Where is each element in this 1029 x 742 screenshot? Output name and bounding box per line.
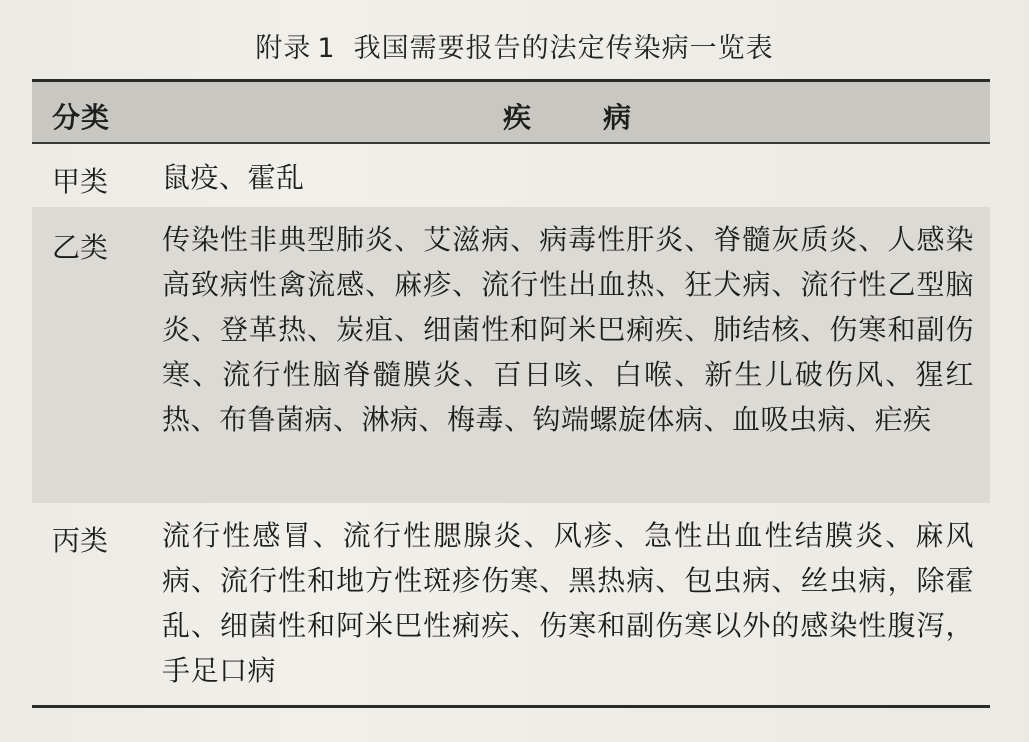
table-header-rule: [32, 142, 990, 144]
row-diseases-class-b: 传染性非典型肺炎、艾滋病、病毒性肝炎、脊髓灰质炎、人感染高致病性禽流感、麻疹、流行性出血热、狂犬病、流行性乙型脑炎、登革热、炭疽、细菌性和阿米巴痢疾、肺结核、伤寒和副伤寒、流行性脑脊髓膜炎、百日咳、白喉、新生儿破伤风、猩红热、布鲁菌病、淋病、梅毒、钩端螺旋体病、血吸虫病、疟疾: [162, 223, 974, 436]
appendix-label: 附录: [255, 33, 312, 64]
appendix-title-text: 我国需要报告的法定传染病一览表: [353, 33, 774, 64]
appendix-number: 1: [317, 33, 336, 64]
row-diseases-class-c: 流行性感冒、流行性腮腺炎、风疹、急性出血性结膜炎、麻风病、流行性和地方性斑疹伤寒、黑热病、包虫病、丝虫病，除霍乱、细菌性和阿米巴性痢疾、伤寒和副伤寒以外的感染性腹泻，手足口病: [162, 519, 974, 687]
row-category-class-a: 甲类: [52, 165, 109, 198]
row-diseases-class-a: 鼠疫、霍乱: [162, 161, 305, 194]
appendix-title: [0, 26, 1029, 65]
row-category-class-b: 乙类: [52, 231, 109, 264]
header-disease: 疾 病: [503, 101, 654, 134]
table-bottom-rule: [32, 705, 990, 708]
row-category-class-c: 丙类: [52, 524, 109, 557]
header-category: 分类: [52, 101, 111, 134]
